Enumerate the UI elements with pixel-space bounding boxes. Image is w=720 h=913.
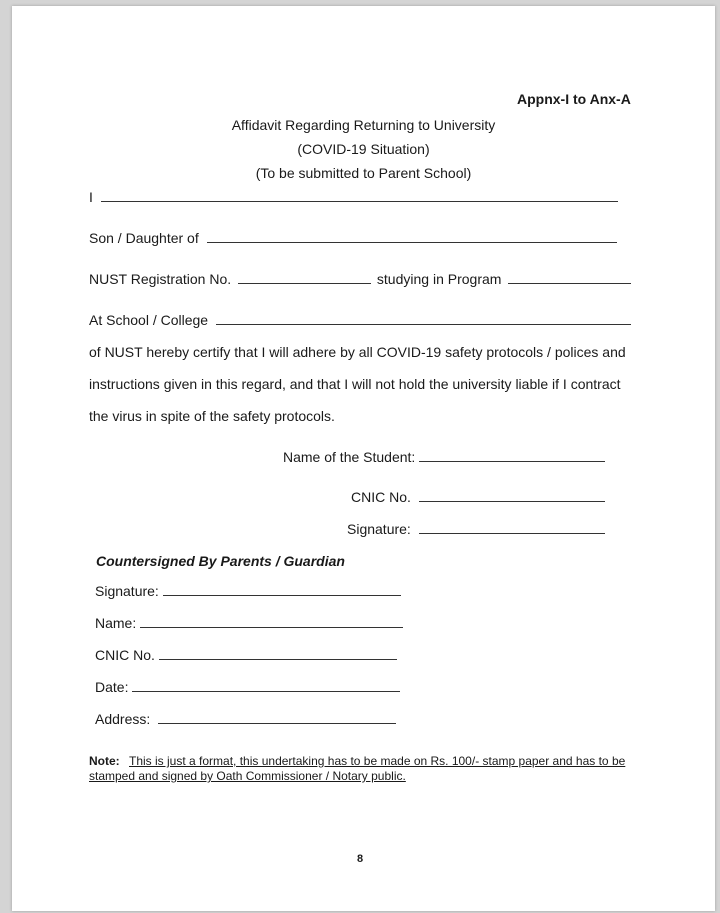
registration-label: NUST Registration No.: [89, 271, 232, 287]
guardian-cnic-field: [95, 647, 397, 663]
guardian-name-field: [95, 615, 403, 631]
certify-line-3: the virus in spite of the safety protocols.: [89, 408, 335, 424]
program-label: studying in Program: [376, 271, 502, 287]
affidavit-instruction: (To be submitted to Parent School): [255, 165, 472, 181]
note-label: Note:: [89, 754, 120, 768]
note-block: [89, 754, 637, 784]
student-cnic-label: CNIC No.: [351, 489, 411, 505]
son-daughter-label: Son / Daughter of: [89, 230, 199, 246]
document-page: [12, 6, 715, 911]
affidavit-subtitle: (COVID-19 Situation): [297, 141, 430, 157]
student-cnic-field: [351, 489, 605, 505]
son-daughter-field: [89, 230, 617, 246]
student-signature-blank[interactable]: [419, 532, 605, 534]
student-name-label: Name of the Student:: [283, 449, 416, 465]
school-blank[interactable]: [216, 323, 631, 325]
guardian-cnic-blank[interactable]: [159, 658, 397, 660]
note-text: This is just a format, this undertaking has to be made on Rs. 100/- stamp paper and has to be stamped and signed by Oath Commissioner / Notary public.: [89, 754, 626, 783]
guardian-signature-label: Signature:: [95, 583, 159, 599]
guardian-address-field: [95, 711, 396, 727]
program-blank[interactable]: [508, 282, 631, 284]
student-signature-label: Signature:: [347, 521, 411, 537]
school-label: At School / College: [89, 312, 209, 328]
guardian-cnic-label: CNIC No.: [95, 647, 155, 663]
certify-line-1: of NUST hereby certify that I will adhere by all COVID-19 safety protocols / polices and: [89, 344, 626, 360]
guardian-name-blank[interactable]: [140, 626, 403, 628]
guardian-address-label: Address:: [95, 711, 151, 727]
registration-blank[interactable]: [238, 282, 371, 284]
student-name-field: [283, 449, 605, 465]
guardian-signature-blank[interactable]: [163, 594, 401, 596]
guardian-date-label: Date:: [95, 679, 129, 695]
son-daughter-blank[interactable]: [207, 241, 617, 243]
guardian-signature-field: [95, 583, 401, 599]
i-label: I: [89, 189, 93, 205]
guardian-heading: Countersigned By Parents / Guardian: [96, 553, 345, 569]
guardian-date-field: [95, 679, 400, 695]
registration-field: [89, 271, 631, 287]
student-signature-field: [347, 521, 605, 537]
certify-line-2: instructions given in this regard, and that I will not hold the university liable if I contract: [89, 376, 621, 392]
page-number: 8: [357, 853, 364, 865]
i-field: [89, 189, 618, 205]
guardian-date-blank[interactable]: [132, 690, 400, 692]
guardian-name-label: Name:: [95, 615, 137, 631]
appendix-reference: Appnx-I to Anx-A: [517, 91, 631, 107]
affidavit-title: Affidavit Regarding Returning to University: [231, 117, 496, 133]
student-cnic-blank[interactable]: [419, 500, 605, 502]
student-name-blank[interactable]: [419, 460, 605, 462]
guardian-address-blank[interactable]: [158, 722, 396, 724]
school-field: [89, 312, 631, 328]
i-blank[interactable]: [101, 200, 618, 202]
